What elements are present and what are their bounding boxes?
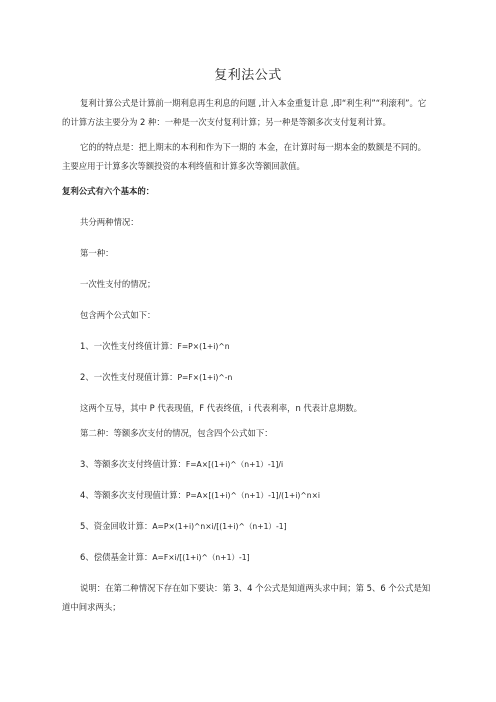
formula-label-2: 2、一次性支付现值计算： — [80, 372, 178, 382]
formula-3: F=A×[(1+i)^（n+1）-1]/i — [185, 460, 284, 469]
formula-line-5 — [62, 517, 434, 536]
formula-6: A=F×i/[(1+i)^（n+1）-1] — [152, 553, 250, 562]
paragraph-intro: 复利计算公式是计算前一期利息再生利息的问题 ,计入本金重复计息 ,即“利生利”“利滚利”。它的计算方法主要分为 2 种：一种是一次支付复利计算；另一种是等额多次支付复利计算。 — [62, 98, 427, 127]
formula-2: P=F×(1+i)^-n — [177, 373, 233, 382]
formula-label-3: 3、等额多次支付终值计算： — [80, 459, 186, 469]
formula-label-5: 5、资金回收计算： — [80, 521, 153, 531]
paragraph-variables: 这两个互导，其中 P 代表现值，F 代表终值，i 代表利率，n 代表计息期数。 — [80, 403, 363, 413]
paragraph-two-cases: 共分两种情况： — [80, 217, 139, 227]
formula-label-4: 4、等额多次支付现值计算： — [80, 490, 186, 500]
paragraph-single-payment: 一次性支付的情况； — [80, 279, 156, 289]
paragraph-case-two: 第二种：等额多次支付的情况，包含四个公式如下： — [80, 428, 273, 438]
formula-5: A=P×(1+i)^n×i/[(1+i)^（n+1）-1] — [152, 522, 287, 531]
formula-1: F=P×(1+i)^n — [177, 342, 230, 351]
paragraph-features: 它的的特点是：把上期末的本利和作为下一期的 本金，在计算时每一期本金的数额是不同的。主要应用于计算多次等额投资的本利终值和计算多次等额回款值。 — [62, 142, 427, 171]
formula-4: P=A×[(1+i)^（n+1）-1]/(1+i)^n×i — [185, 491, 321, 500]
formula-label-6: 6、偿债基金计算： — [80, 552, 153, 562]
formula-line-2 — [62, 368, 434, 387]
document-body — [62, 94, 434, 617]
paragraph-case-one: 第一种： — [80, 248, 114, 258]
paragraph-two-formulas: 包含两个公式如下： — [80, 310, 156, 320]
section-heading: 复利公式有六个基本的： — [62, 186, 155, 196]
formula-line-6 — [62, 548, 434, 567]
formula-label-1: 1、一次性支付终值计算： — [80, 341, 178, 351]
paragraph-note: 说明：在第二种情况下存在如下要诀：第 3、4 个公式是知道两头求中间；第 5、6 个公式是知道中间求两头； — [62, 583, 431, 612]
document-title: 复利法公式 — [214, 68, 282, 83]
formula-line-3 — [62, 455, 434, 474]
formula-line-4 — [62, 486, 434, 505]
formula-line-1 — [62, 337, 434, 356]
